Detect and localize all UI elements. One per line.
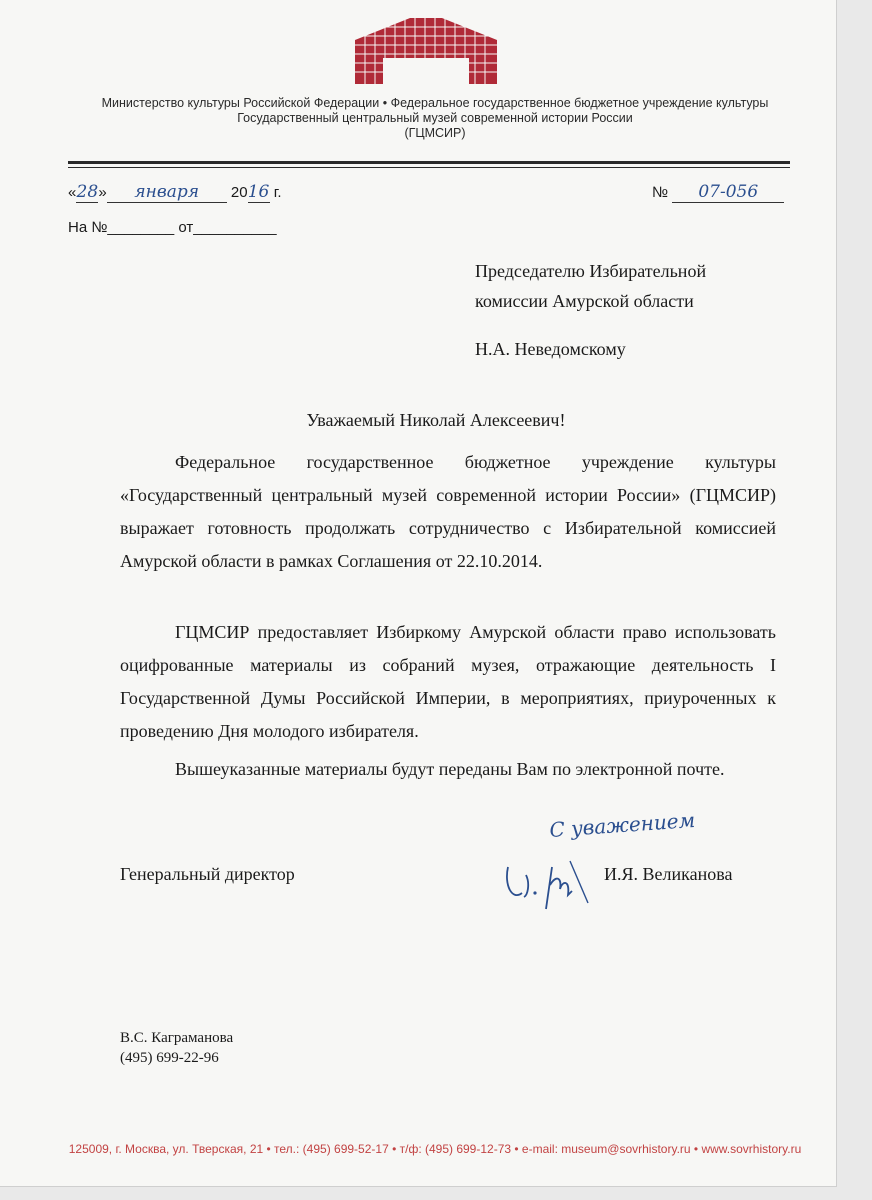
signatory-position: Генеральный директор bbox=[120, 864, 295, 884]
number-value: 07-056 bbox=[672, 182, 784, 203]
letterhead-divider bbox=[68, 161, 790, 164]
addressee-name: Н.А. Неведомскому bbox=[475, 339, 626, 359]
handwritten-signature bbox=[500, 805, 740, 915]
body-paragraph-1: Федеральное государственное бюджетное учреждение культуры «Государственный центральный музей современной истории России» (ГЦМСИР) выражает готовность продолжать сотрудничество с Избирательной комиссией Амурской области в рамках Соглашения от 22.10.2014. bbox=[120, 452, 776, 571]
reply-reference: На №________ от__________ bbox=[68, 219, 277, 236]
executor-name: В.С. Каграманова bbox=[120, 1030, 234, 1046]
date-year-unit: г. bbox=[273, 184, 282, 201]
letterhead-line-museum: Государственный центральный музей современной истории России bbox=[237, 111, 633, 125]
date-quote-close: » bbox=[98, 184, 107, 201]
date-year-suffix: 16 bbox=[247, 182, 270, 202]
date-month: января bbox=[107, 182, 227, 203]
handwritten-note: С уважением bbox=[548, 807, 696, 842]
letterhead-line-abbr: (ГЦМСИР) bbox=[404, 126, 466, 140]
salutation: Уважаемый Николай Алексеевич! bbox=[306, 410, 566, 430]
addressee-line-1: Председателю Избирательной bbox=[475, 261, 707, 281]
date-quote-open: « bbox=[68, 184, 77, 201]
signatory-name: И.Я. Великанова bbox=[604, 864, 733, 884]
body-paragraph-2: ГЦМСИР предоставляет Избиркому Амурской области право использовать оцифрованные материалы из собраний музея, отражающие деятельность I Государственной Думы Российской Империи, в мероприятиях, приуроченных к проведению Дня молодого избирателя. bbox=[120, 622, 776, 741]
addressee-line-2: комиссии Амурской области bbox=[475, 291, 694, 311]
document-number bbox=[652, 182, 792, 210]
letterhead-line-ministry: Министерство культуры Российской Федерации • Федеральное государственное бюджетное учреждение культуры bbox=[101, 96, 769, 110]
footer-contacts: 125009, г. Москва, ул. Тверская, 21 • тел.: (495) 699-52-17 • т/ф: (495) 699-12-73 • e-mail: museum@sovrhistory.ru • www.sovrhistory.ru bbox=[68, 1142, 802, 1156]
date-year-prefix: 20 bbox=[230, 184, 248, 201]
letterhead-divider-thin bbox=[68, 167, 790, 168]
executor-phone: (495) 699-22-96 bbox=[120, 1050, 219, 1066]
document-date bbox=[68, 182, 328, 210]
body-paragraph-3: Вышеуказанные материалы будут переданы Вам по электронной почте. bbox=[175, 759, 725, 779]
date-day: 28 bbox=[76, 182, 99, 202]
number-label: № bbox=[652, 184, 669, 201]
museum-logo bbox=[355, 18, 497, 84]
